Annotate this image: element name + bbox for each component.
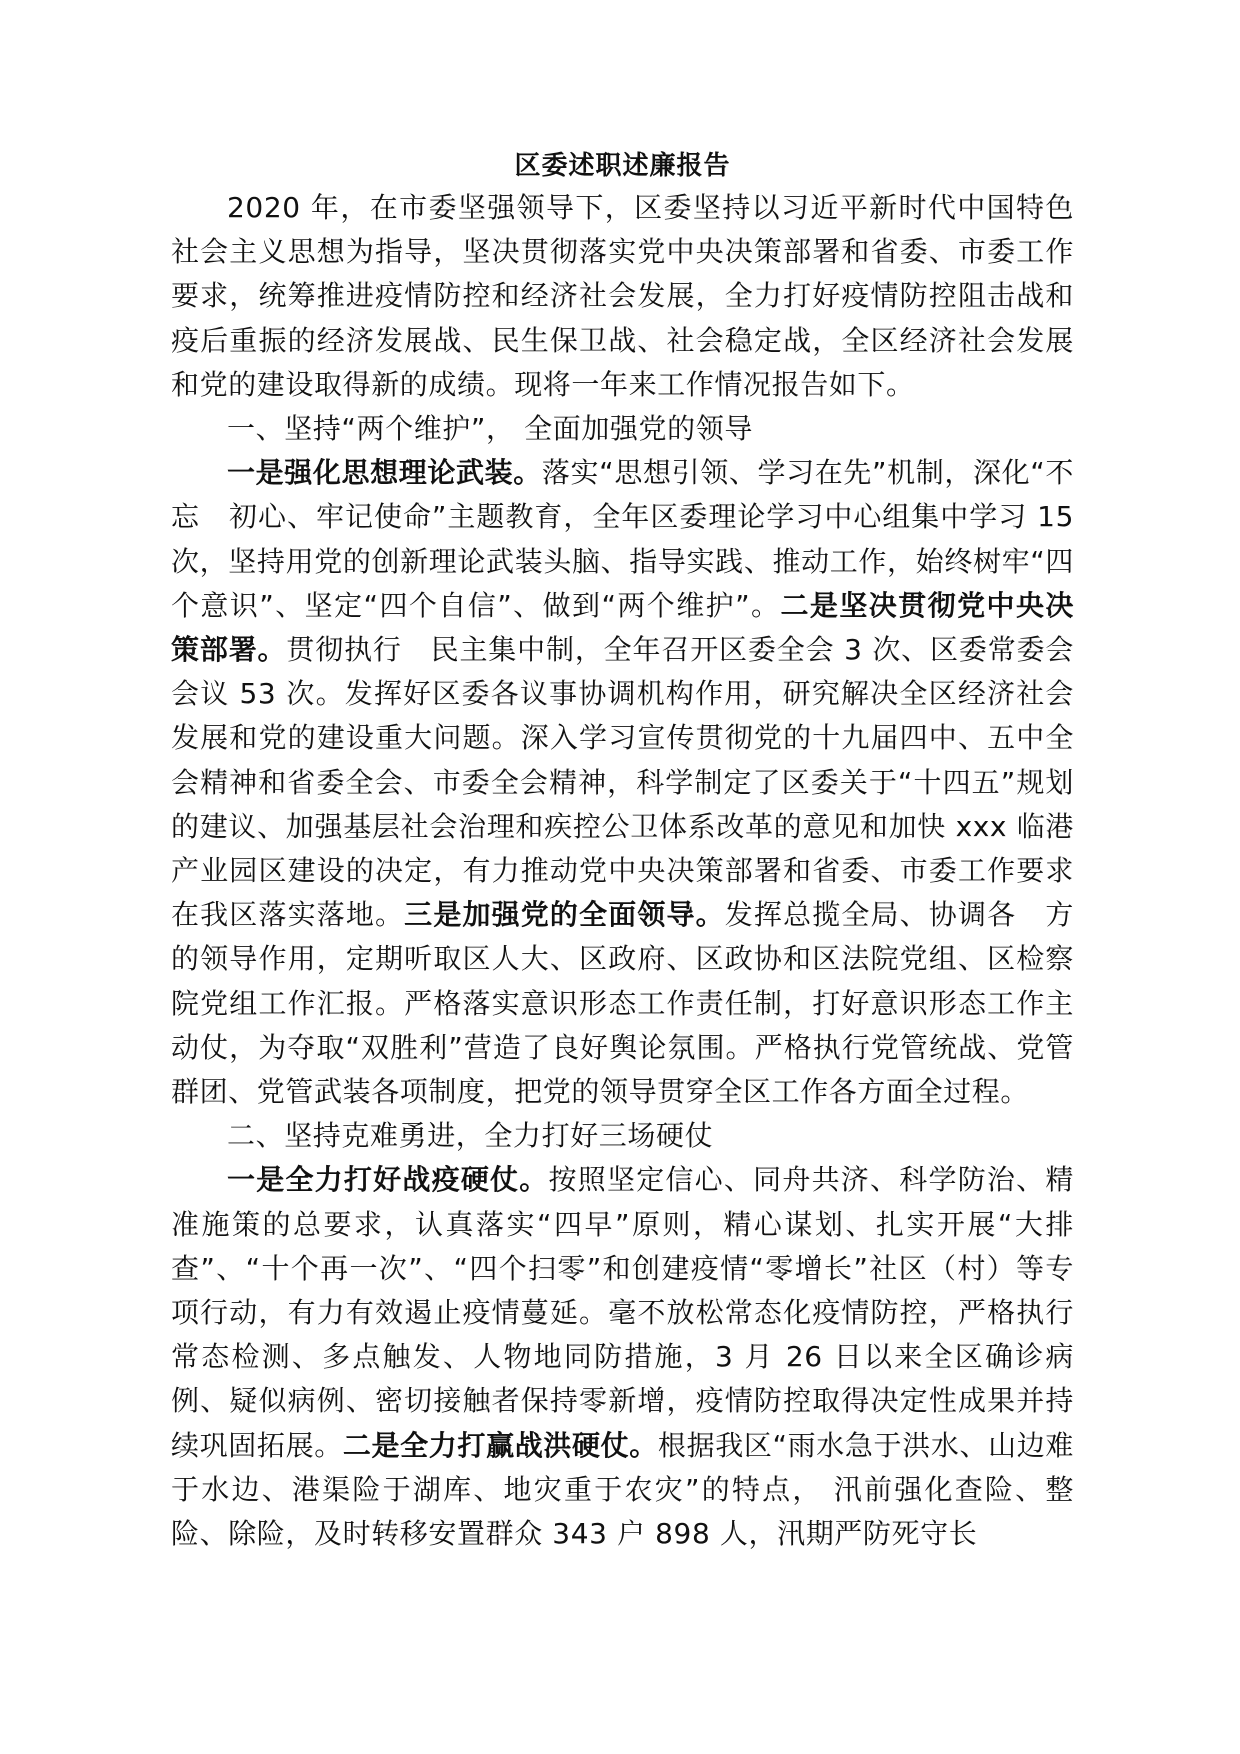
point-2-text: 贯彻执行 民主集中制，全年召开区委全会 3 次、区委常委会会议 53 次。发挥好区委各议事协调机构作用，研究解决全区经济社会发展和党的建设重大问题。深入学习宣传贯彻党的十九届四中、五中全会精神和省委全会、市委全会精神，科学制定了区委关于“十四五”规划的建议、加强基层社会治理和疾控公卫体系改革的意见和加快 xxx 临港产业园区建设的决定，有力推动党中央决策部署和省委、市委工作要求在我区落实落地。: [171, 633, 1074, 932]
section-2-heading: 二、坚持克难勇进，全力打好三场硬仗: [227, 1119, 714, 1153]
section-2-point-1-title: 一是全力打好战疫硬仗。: [227, 1163, 549, 1197]
intro-paragraph: 2020 年，在市委坚强领导下，区委坚持以习近平新时代中国特色社会主义思想为指导，坚决贯彻落实党中央决策部署和省委、市委工作要求，统筹推进疫情防控和经济社会发展，全力打好疫情防控阻击战和疫后重振的经济发展战、民生保卫战、社会稳定战，全区经济社会发展和党的建设取得新的成绩。现将一年来工作情况报告如下。: [171, 191, 1074, 401]
point-1-title: 一是强化思想理论武装。: [227, 456, 542, 490]
section-2-point-2-title: 二是全力打赢战洪硬仗。: [342, 1428, 658, 1462]
section-2-point-2-text: 根据我区“雨水急于洪水、山边难于水边、港渠险于湖库、地灾重于农灾”的特点， 汛前强化查险、整险、除险，及时转移安置群众 343 户 898 人，汛期严防死守长: [171, 1428, 1075, 1551]
section-2-paragraph: [171, 1158, 1074, 1556]
document-page: [171, 148, 1074, 1556]
section-1-heading: 一、坚持“两个维护”， 全面加强党的领导: [227, 412, 753, 446]
point-3-title: 三是加强党的全面领导。: [404, 898, 725, 932]
point-2-title: 二是坚决贯彻党中央决策部署。: [171, 588, 1074, 667]
section-1-paragraph: [171, 451, 1074, 1114]
document-title: 区委述职述廉报告: [514, 151, 731, 181]
section-2-point-1-text: 按照坚定信心、同舟共济、科学防治、精准施策的总要求，认真落实“四早”原则，精心谋划、扎实开展“大排查”、“十个再一次”、“四个扫零”和创建疫情“零增长”社区（村）等专项行动，有力有效遏止疫情蔓延。毫不放松常态化疫情防控，严格执行常态检测、多点触发、人物地同防措施，3 月 26 日以来全区确诊病例、疑似病例、密切接触者保持零新增，疫情防控取得决定性成果并持续巩固拓展。: [171, 1163, 1074, 1462]
point-3-text: 发挥总揽全局、协调各 方的领导作用，定期听取区人大、区政府、区政协和区法院党组、区检察院党组工作汇报。严格落实意识形态工作责任制，打好意识形态工作主动仗，为夺取“双胜利”营造了良好舆论氛围。严格执行党管统战、党管群团、党管武装各项制度，把党的领导贯穿全区工作各方面全过程。: [171, 898, 1074, 1109]
point-1-text: 落实“思想引领、学习在先”机制，深化“不忘 初心、牢记使命”主题教育，全年区委理论学习中心组集中学习 15 次，坚持用党的创新理论武装头脑、指导实践、推动工作，始终树牢“四个意识”、坚定“四个自信”、做到“两个维护”。: [171, 456, 1074, 622]
